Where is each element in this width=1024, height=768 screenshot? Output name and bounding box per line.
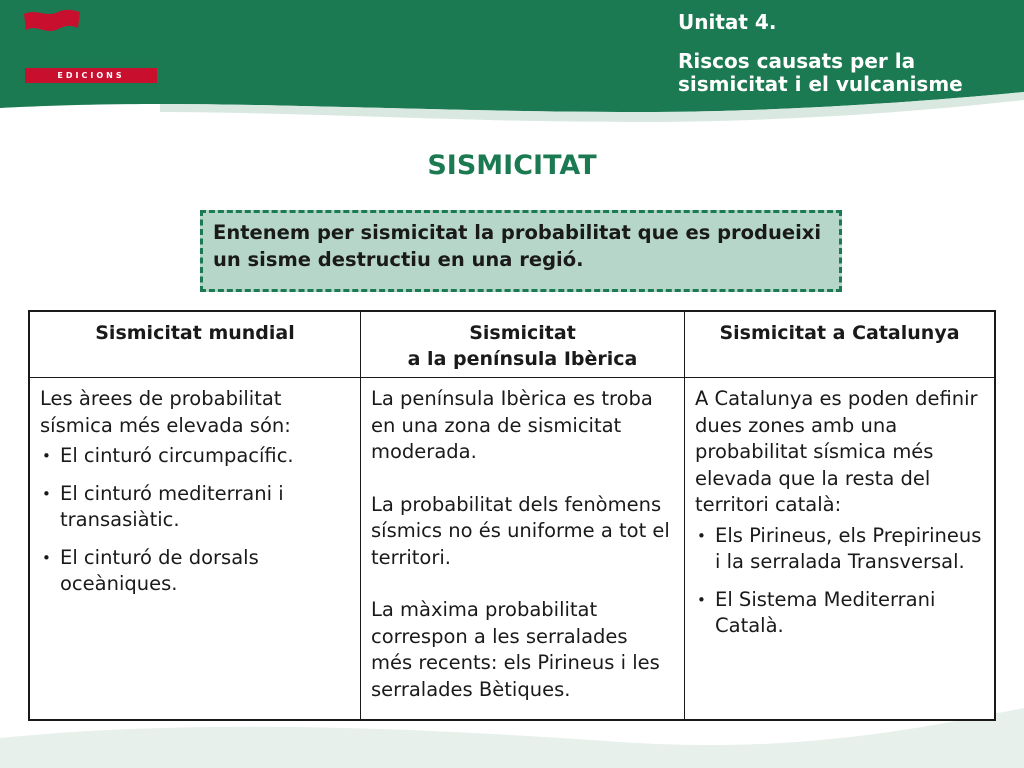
catalunya-list <box>695 523 984 640</box>
header-mundial: Sismicitat mundial <box>30 312 360 378</box>
seismicity-table <box>28 310 996 721</box>
header-catalunya: Sismicitat a Catalunya <box>685 312 994 378</box>
list-item: • El Sistema Mediterrani Català. <box>695 587 984 640</box>
list-item: • El cinturó mediterrani i transasiàtic. <box>40 481 350 534</box>
header-iberica: Sismicitat a la península Ibèrica <box>361 312 684 378</box>
definition-text: Entenem per sismicitat la probabilitat que es produeixi un sisme destructiu en una regió. <box>213 221 822 271</box>
mundial-intro: Les àrees de probabilitat sísmica més elevada són: <box>40 387 291 437</box>
iberica-paragraph-3: La màxima probabilitat correspon a les serralades més recents: els Pirineus i les serralades Bètiques. <box>371 598 660 701</box>
header-banner <box>0 0 1024 118</box>
column-mundial <box>30 312 360 719</box>
unit-label: Unitat 4. <box>678 10 777 34</box>
iberica-paragraph-2: La probabilitat dels fenòmens sísmics no és uniforme a tot el territori. <box>371 492 670 569</box>
column-iberica <box>360 312 684 719</box>
castellnou-logo <box>22 8 172 80</box>
list-item: • El cinturó circumpacífic. <box>40 443 350 470</box>
cell-catalunya <box>685 378 994 659</box>
definition-box <box>200 210 842 292</box>
cell-iberica <box>361 378 684 711</box>
logo-subtext: EDICIONS <box>57 71 125 80</box>
logo-wordmark: Castellnou <box>24 30 172 64</box>
list-item: • Els Pirineus, els Prepirineus i la serralada Transversal. <box>695 523 984 576</box>
column-catalunya <box>684 312 994 719</box>
unit-subtitle: Riscos causats per la sismicitat i el vulcanisme <box>678 49 963 96</box>
list-item: • El cinturó de dorsals oceàniques. <box>40 545 350 598</box>
catalunya-intro: A Catalunya es poden definir dues zones amb una probabilitat sísmica més elevada que la resta del territori català: <box>695 387 978 516</box>
cell-mundial <box>30 378 360 617</box>
iberica-paragraph-1: La península Ibèrica es troba en una zona de sismicitat moderada. <box>371 387 653 463</box>
page-title: SISMICITAT <box>427 150 597 181</box>
mundial-list <box>40 443 350 598</box>
